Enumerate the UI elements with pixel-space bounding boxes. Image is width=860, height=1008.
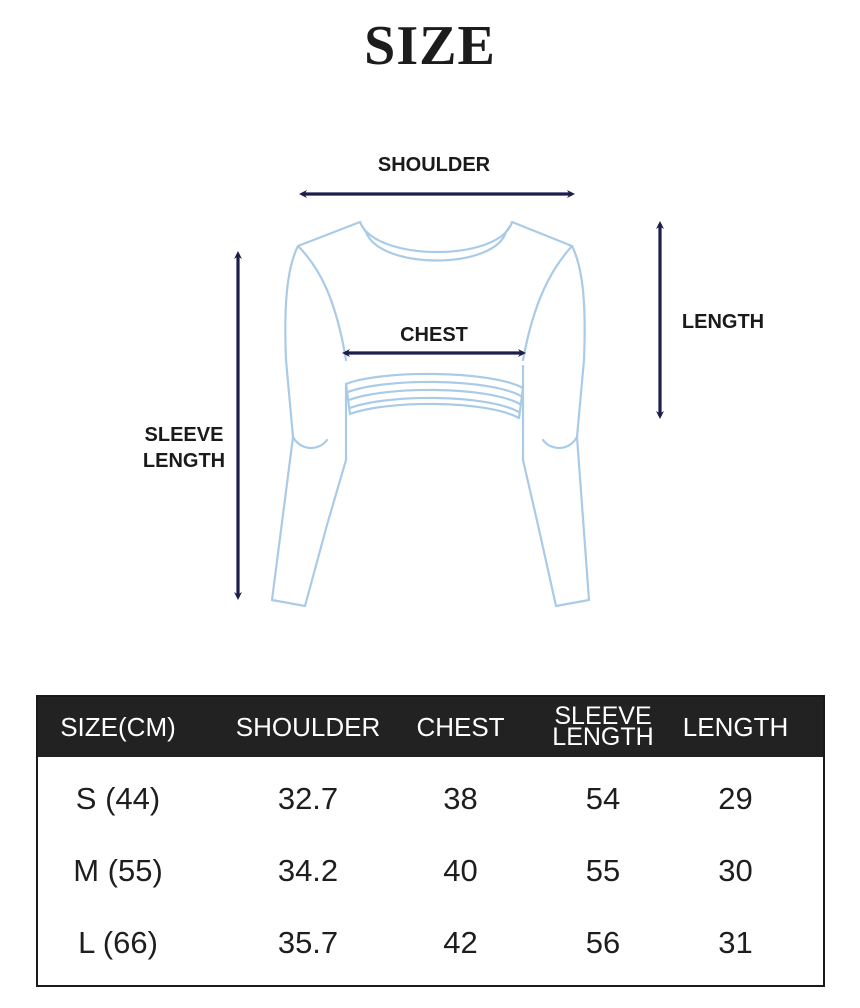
header-sleeve-line2: LENGTH xyxy=(552,723,654,751)
header-size: SIZE(CM) xyxy=(60,712,176,742)
cell-size: L (66) xyxy=(78,925,158,960)
size-table xyxy=(36,695,825,987)
cell-length: 29 xyxy=(718,781,753,816)
cell-shoulder: 35.7 xyxy=(277,925,339,960)
sleeve-length-label-line1: SLEEVE xyxy=(144,424,224,446)
table-header xyxy=(38,697,823,757)
cell-length: 30 xyxy=(718,853,753,888)
garment-outline xyxy=(272,222,589,606)
cell-sleeve-length: 54 xyxy=(585,781,621,816)
table-row xyxy=(38,763,823,835)
length-label: LENGTH xyxy=(681,311,765,333)
header-sleeve-length xyxy=(533,697,673,757)
page-title: SIZE xyxy=(364,15,496,77)
cell-chest: 42 xyxy=(443,925,478,960)
cell-chest: 40 xyxy=(443,853,478,888)
cell-size: S (44) xyxy=(75,781,161,816)
cell-sleeve-length: 55 xyxy=(585,853,621,888)
cell-length: 31 xyxy=(718,925,753,960)
header-length: LENGTH xyxy=(682,712,789,742)
sleeve-length-label-line2: LENGTH xyxy=(142,450,226,472)
header-sleeve-line1: SLEEVE xyxy=(554,702,652,730)
header-shoulder: SHOULDER xyxy=(235,712,381,742)
sleeve-length-label xyxy=(128,422,240,474)
table-row xyxy=(38,907,823,979)
cell-size: M (55) xyxy=(73,853,163,888)
cell-shoulder: 32.7 xyxy=(277,781,339,816)
shoulder-label: SHOULDER xyxy=(377,154,491,176)
chest-label: CHEST xyxy=(400,324,468,346)
cell-sleeve-length: 56 xyxy=(585,925,621,960)
header-chest: CHEST xyxy=(416,712,505,742)
cell-shoulder: 34.2 xyxy=(277,853,339,888)
table-row xyxy=(38,835,823,907)
cell-chest: 38 xyxy=(443,781,478,816)
